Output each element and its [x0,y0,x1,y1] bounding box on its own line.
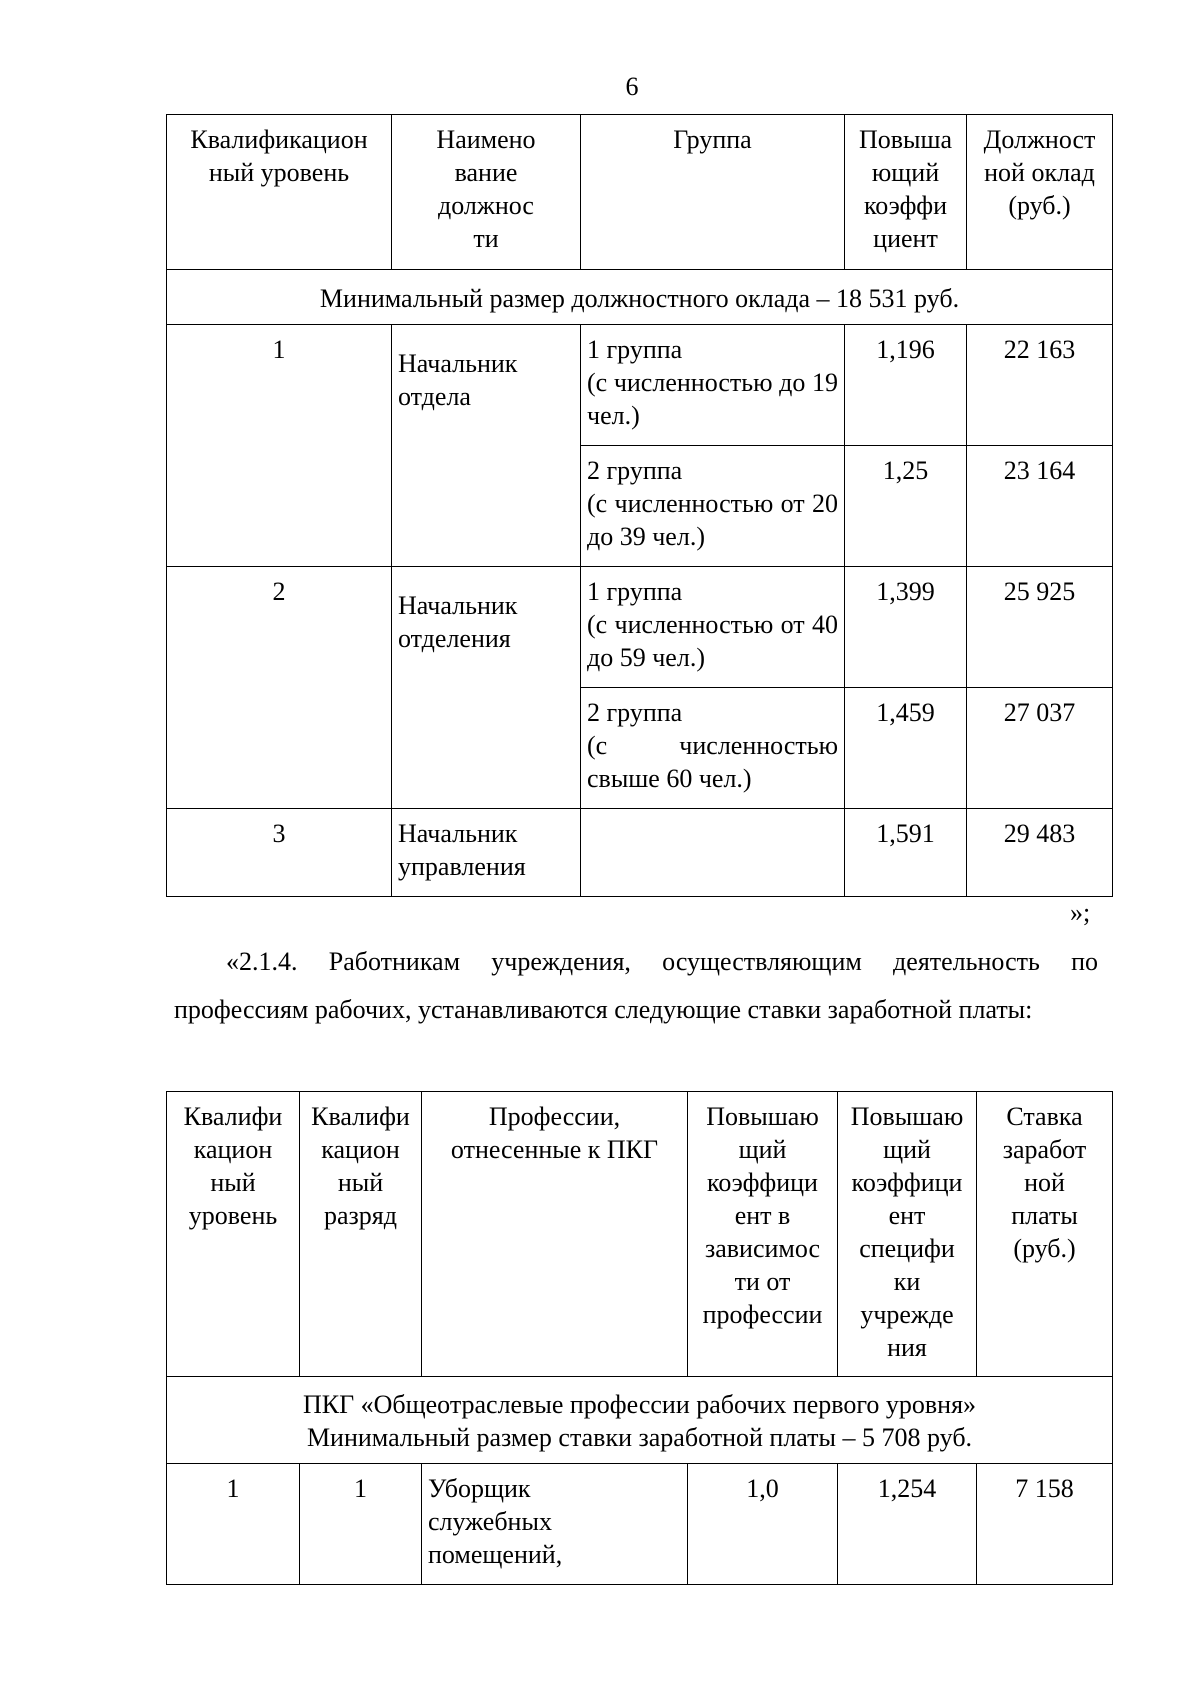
coefficient-profession-cell: 1,0 [688,1464,838,1585]
coefficient-cell: 1,196 [845,325,967,446]
salary-cell: 29 483 [967,809,1113,897]
qualification-grade-cell: 1 [300,1464,422,1585]
salary-cell: 22 163 [967,325,1113,446]
table-row [167,325,1113,446]
salary-cell: 25 925 [967,567,1113,688]
qualification-level-cell: 1 [167,1464,300,1585]
coefficient-cell: 1,399 [845,567,967,688]
salary-cell: 23 164 [967,446,1113,567]
coefficient-cell: 1,25 [845,446,967,567]
salary-cell: 27 037 [967,688,1113,809]
group-cell [581,809,845,897]
group-note [167,1377,1113,1464]
table-note-row [167,270,1113,325]
header-group: Группа [581,115,845,270]
header-professions: Профессии, отнесенные к ПКГ [422,1092,688,1377]
header-qualification-grade: Квалифи кацион ный разряд [300,1092,422,1377]
group-cell: 2 группа (с численностью от 20 до 39 чел.) [581,446,845,567]
table-note-row [167,1377,1113,1464]
qualification-level-cell: 3 [167,809,392,897]
group-cell: 1 группа (с численностью от 40 до 59 чел.) [581,567,845,688]
header-salary: Должност ной оклад (руб.) [967,115,1113,270]
table-header-row [167,115,1113,270]
coefficient-institution-cell: 1,254 [838,1464,977,1585]
table-row [167,1464,1113,1585]
header-position-name: Наимено вание должнос ти [392,115,581,270]
group-note-title: ПКГ «Общеотраслевые профессии рабочих первого уровня» [302,1390,977,1419]
header-coefficient: Повыша ющий коэффи циент [845,115,967,270]
table-row [167,809,1113,897]
coefficient-cell: 1,459 [845,688,967,809]
header-wage-rate: Ставка заработ ной платы (руб.) [977,1092,1113,1377]
wage-rate-cell: 7 158 [977,1464,1113,1585]
closing-quote: »; [1070,898,1091,927]
header-qualification-level: Квалифи кацион ный уровень [167,1092,300,1377]
header-coefficient-institution: Повышаю щий коэффици ент специфи ки учрежде ния [838,1092,977,1377]
table-row [167,567,1113,688]
body-paragraph [174,938,1098,1034]
header-coefficient-profession: Повышаю щий коэффици ент в зависимос ти от профессии [688,1092,838,1377]
qualification-level-cell: 1 [167,325,392,567]
body-paragraph-text: «2.1.4. Работникам учреждения, осуществляющим деятельность по профессиям рабочих, устанавливаются следующие ставки заработной платы: [174,947,1098,1024]
coefficient-cell: 1,591 [845,809,967,897]
min-salary-note: Минимальный размер должностного оклада – 18 531 руб. [167,270,1113,325]
position-cell: Начальник отделения [392,567,581,809]
header-qualification-level: Квалификацион ный уровень [167,115,392,270]
table-header-row [167,1092,1113,1377]
group-cell: 1 группа (с численностью до 19 чел.) [581,325,845,446]
profession-cell: Уборщик служебных помещений, [422,1464,688,1585]
group-cell: 2 группа (с численностью свыше 60 чел.) [581,688,845,809]
position-cell: Начальник управления [392,809,581,897]
qualification-level-cell: 2 [167,567,392,809]
group-note-min-rate: Минимальный размер ставки заработной платы – 5 708 руб. [306,1423,973,1452]
wage-rate-table-workers [166,1091,1113,1585]
salary-table-officials [166,114,1113,897]
page-number: 6 [625,72,639,101]
position-cell: Начальник отдела [392,325,581,567]
